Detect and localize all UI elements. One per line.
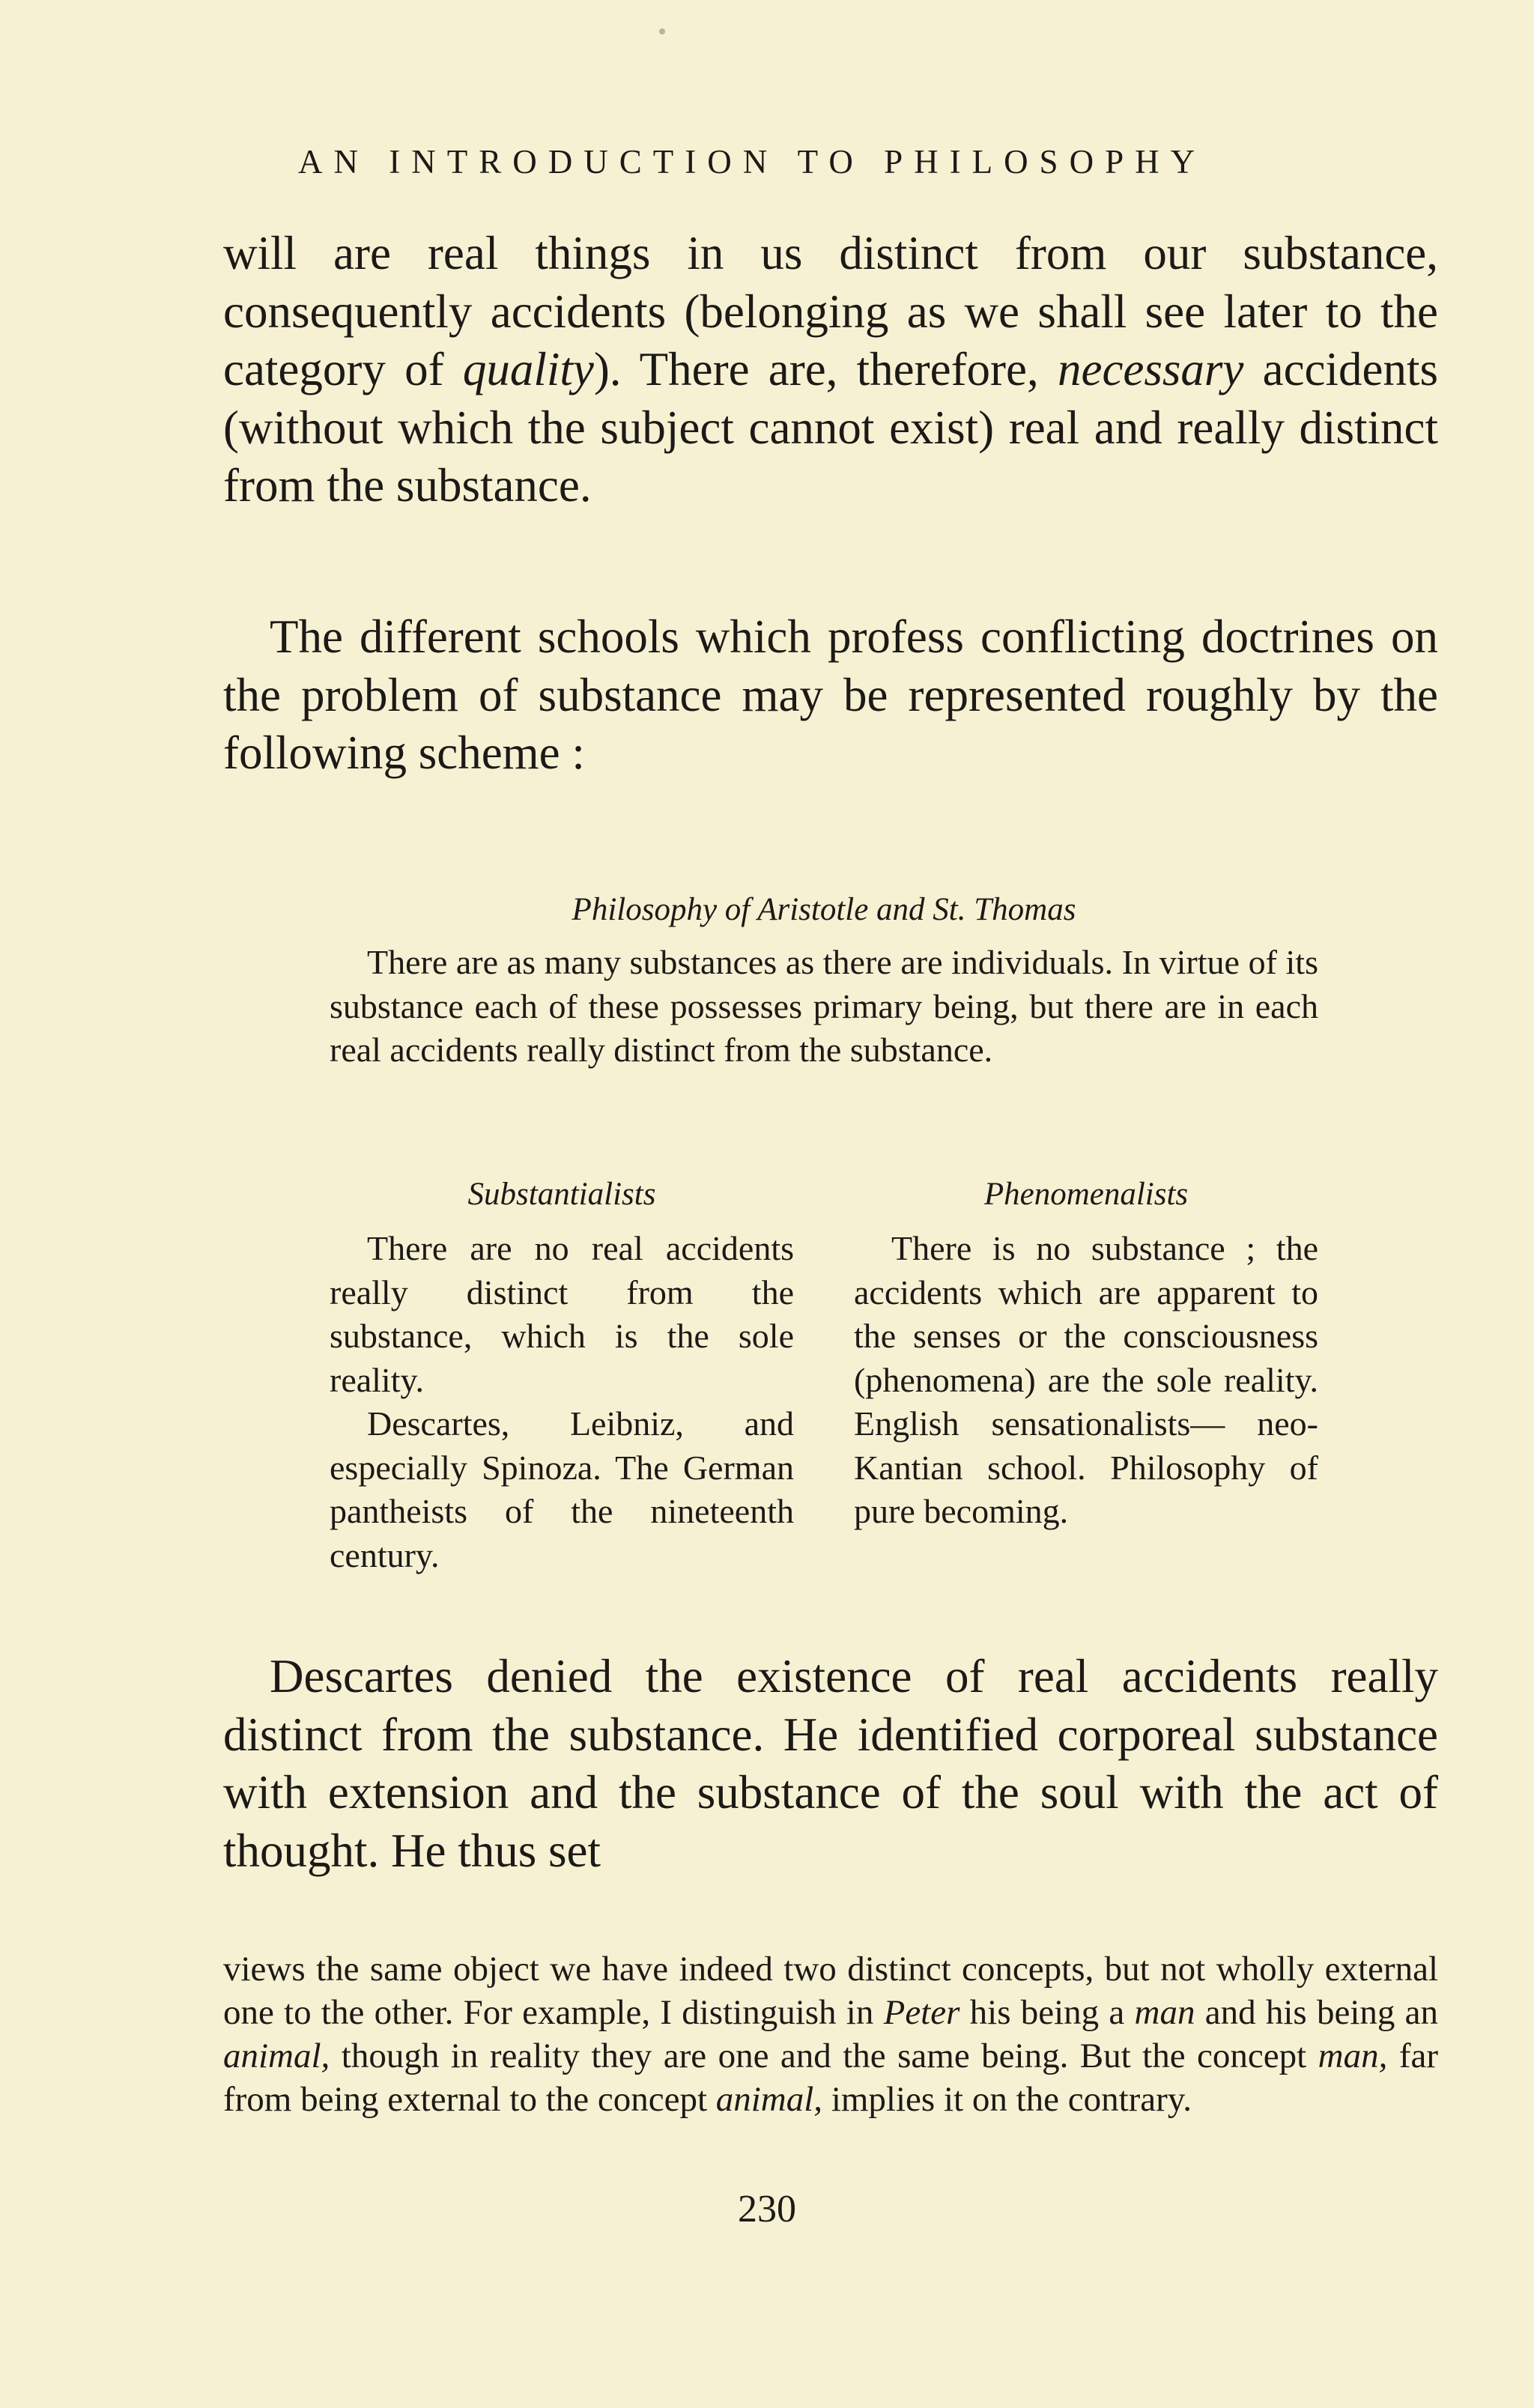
print-speck (659, 28, 665, 34)
paragraph-1-em-quality: quality (462, 343, 594, 395)
footnote-t3: and his being an (1195, 1993, 1438, 2032)
scheme-heading-substantialists: Substantialists (467, 1177, 656, 1212)
paragraph-descartes: Descartes denied the existence of real accidents really distinct from the substance. He identified corporeal substance with extension and the substance of the soul with the act of thought. He thus set (223, 1650, 1438, 1877)
paragraph-schools: The different schools which profess conflicting doctrines on the problem of substance may be represented roughly by the following scheme : (223, 610, 1438, 779)
page-number: 230 (738, 2188, 796, 2230)
paragraph-continued (223, 225, 1438, 515)
scheme-column-phenomenalists (854, 1176, 1318, 1534)
footnote-e5: animal, (715, 2080, 823, 2119)
footnote-t2: his being a (959, 1993, 1135, 2032)
footnote-e4: man, (1318, 2037, 1388, 2075)
footnote-t4: though in reality they are one and the same being. But the concept (330, 2037, 1318, 2075)
footnote-t1: views the same object we have indeed two distinct concepts, but not wholly external one to the other. For example, I distinguish in (223, 1950, 1438, 2032)
scheme-column-substantialists (330, 1176, 794, 1577)
substantialists-text-1: There are no real accidents really distinct from the substance, which is the sole reality. (330, 1229, 794, 1399)
footnote-e1: Peter (883, 1993, 960, 2032)
footnote-e3: animal, (223, 2037, 330, 2075)
substantialists-text-2: Descartes, Leibniz, and especially Spinoza. The German pantheists of the nineteenth century. (330, 1404, 794, 1574)
footnote-t6: implies it on the contrary. (822, 2080, 1192, 2119)
footnote-t5: far from being external to the concept (223, 2037, 1438, 2119)
scheme-aristotle-text: There are as many substances as there are individuals. In virtue of its substance each of these possesses primary being, but there are in each real accidents really distinct from the substance. (330, 943, 1318, 1069)
scheme-heading-phenomenalists: Phenomenalists (983, 1177, 1189, 1212)
phenomenalists-text: There is no substance ; the accidents which are apparent to the senses or the consciousness (phenomena) are the sole reality. English sensationalists— neo-Kantian school. Philosophy of pure becoming. (854, 1229, 1318, 1530)
paragraph-1-text-c: accidents (without which the subject cannot exist) real and really distinct from the substance. (223, 343, 1439, 512)
paragraph-1-text-a: will are real things in us distinct from our substance, consequently accidents (belonging as we shall see later to the category of (223, 227, 1438, 395)
footnote (223, 1947, 1438, 2121)
scheme-heading-aristotle: Philosophy of Aristotle and St. Thomas (572, 892, 1076, 927)
paragraph-1-text-b: ). There are, therefore, (593, 343, 1058, 395)
footnote-e2: man (1134, 1993, 1195, 2032)
running-head: AN INTRODUCTION TO PHILOSOPHY (298, 143, 1207, 181)
paragraph-1-em-necessary: necessary (1057, 343, 1244, 395)
